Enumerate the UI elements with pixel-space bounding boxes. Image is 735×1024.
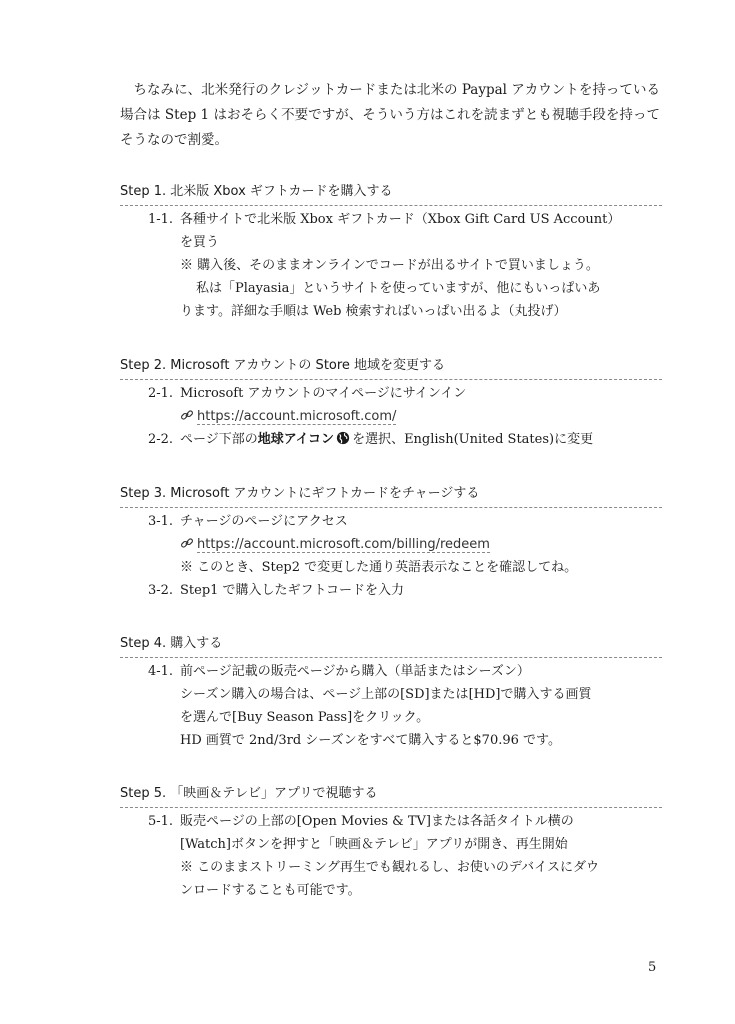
step2-link-row	[120, 405, 662, 428]
step2-item1	[120, 382, 662, 405]
step4-line4: HD 画質で 2nd/3rd シーズンをすべて購入すると$70.96 です。	[180, 733, 561, 748]
step5-heading: Step 5. 「映画＆テレビ」アプリで視聴する	[120, 784, 662, 808]
step2-item2-pre: ページ下部の	[180, 432, 258, 447]
step2-item1-text: Microsoft アカウントのマイページにサインイン	[180, 386, 467, 401]
step2-heading: Step 2. Microsoft アカウントの Store 地域を変更する	[120, 356, 662, 380]
step2-item2	[120, 428, 662, 451]
step4-item1	[120, 660, 662, 683]
step5-line2: [Watch]ボタンを押すと「映画＆テレビ」アプリが開き、再生開始	[180, 837, 568, 852]
link-icon	[180, 536, 194, 550]
step5-item1-number: 5-1.	[148, 814, 174, 829]
step5-section	[120, 784, 662, 902]
step1-item1-number: 1-1.	[148, 212, 174, 227]
step1-heading: Step 1. 北米版 Xbox ギフトカードを購入する	[120, 182, 662, 206]
step3-item2-text: Step1 で購入したギフトコードを入力	[180, 583, 405, 598]
page-number: 5	[648, 960, 657, 975]
step1-section	[120, 182, 662, 323]
step2-item1-number: 2-1.	[148, 386, 174, 401]
step4-item1-text: 前ページ記載の販売ページから購入（単話またはシーズン）	[180, 664, 530, 679]
step4-line3: を選んで[Buy Season Pass]をクリック。	[180, 710, 430, 725]
step3-note: ※ このとき、Step2 で変更した通り英語表示なことを確認してね。	[180, 560, 578, 575]
intro-paragraph: ちなみに、北米発行のクレジットカードまたは北米の Paypal アカウントを持っている場合は Step 1 はおそらく不要ですが、そういう方はこれを読まずとも視聴手段を持ってそうなので割愛。	[120, 82, 660, 148]
step3-item1	[120, 510, 662, 533]
redeem-link[interactable]: https://account.microsoft.com/billing/redeem	[197, 537, 490, 552]
step2-item2-post: を選択、English(United States)に変更	[352, 432, 594, 447]
step5-item1	[120, 810, 662, 833]
step2-item2-number: 2-2.	[148, 432, 174, 447]
step3-item2-number: 3-2.	[148, 583, 174, 598]
step3-item2	[120, 579, 662, 602]
step2-item2-bold: 地球アイコン	[257, 432, 335, 447]
step4-item1-number: 4-1.	[148, 664, 174, 679]
step1-item1	[120, 208, 662, 231]
step1-note-line1: ※ 購入後、そのままオンラインでコードが出るサイトで買いましょう。	[180, 258, 599, 273]
step3-heading: Step 3. Microsoft アカウントにギフトカードをチャージする	[120, 484, 662, 508]
globe-icon	[336, 431, 350, 445]
step1-note-line3: ります。詳細な手順は Web 検索すればいっぱい出るよ（丸投げ）	[180, 304, 567, 319]
step4-heading: Step 4. 購入する	[120, 634, 662, 658]
step5-note-line2: ンロードすることも可能です。	[180, 883, 361, 898]
step1-item1-text: 各種サイトで北米版 Xbox ギフトカード（Xbox Gift Card US Account）	[180, 212, 621, 227]
step3-section	[120, 484, 662, 602]
account-link[interactable]: https://account.microsoft.com/	[197, 409, 397, 424]
step3-item1-text: チャージのページにアクセス	[180, 514, 348, 529]
step1-note-line2: 私は「Playasia」というサイトを使っていますが、他にもいっぱいあ	[196, 281, 601, 296]
step4-line2: シーズン購入の場合は、ページ上部の[SD]または[HD]で購入する画質	[180, 687, 592, 702]
step3-link-row	[120, 533, 662, 556]
step4-section	[120, 634, 662, 752]
step5-item1-text: 販売ページの上部の[Open Movies & TV]または各話タイトル横の	[180, 814, 574, 829]
step2-section	[120, 356, 662, 451]
step5-note-line1: ※ このままストリーミング再生でも観れるし、お使いのデバイスにダウ	[180, 860, 599, 875]
step1-item1-cont: を買う	[180, 235, 220, 250]
step3-item1-number: 3-1.	[148, 514, 174, 529]
link-icon	[180, 408, 194, 422]
